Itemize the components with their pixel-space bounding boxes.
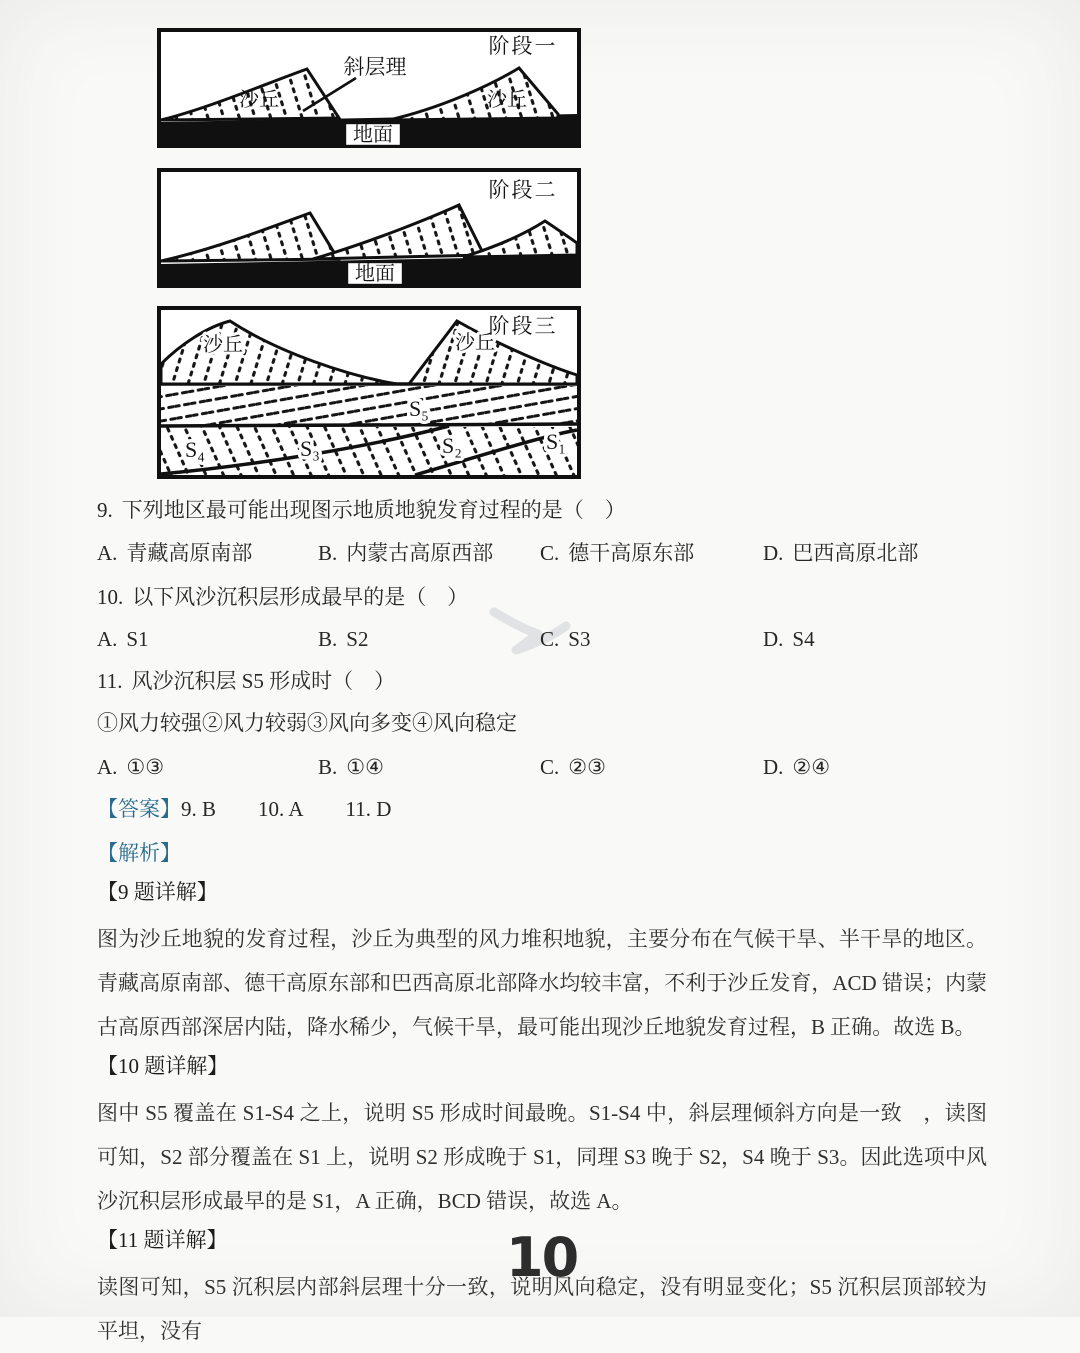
option-d xyxy=(763,752,987,782)
explanation-heading-9: 【9 题详解】 xyxy=(97,880,218,904)
option-label: C. xyxy=(540,755,560,779)
option-text: ①③ xyxy=(126,755,165,779)
dune-label: 沙丘 xyxy=(203,334,243,356)
question-text: 下列地区最可能出现图示地质地貌发育过程的是（ ） xyxy=(121,498,626,522)
dune-label: 沙丘 xyxy=(487,89,527,111)
explanation-body-11: 读图可知，S5 沉积层内部斜层理十分一致，说明风向稳定，没有明显变化；S5 沉积层顶部较为平坦，没有 xyxy=(97,1275,987,1343)
question-block xyxy=(97,486,987,1353)
answer-item: 9. B xyxy=(181,797,217,821)
layer-label-s5: S₅ xyxy=(409,396,429,421)
dune-label: 沙丘 xyxy=(239,89,279,111)
option-text: ②③ xyxy=(568,755,606,779)
question-9-stem xyxy=(97,495,987,525)
option-label: D. xyxy=(763,755,784,779)
layer-label-s2: S₂ xyxy=(442,433,462,458)
option-b xyxy=(318,752,540,782)
question-11-options xyxy=(97,752,987,782)
option-text: S2 xyxy=(346,627,369,651)
stage-label: 阶段一 xyxy=(488,34,558,58)
figure-stage-3 xyxy=(157,306,581,479)
layer-label-s3: S₃ xyxy=(300,436,320,461)
answer-item: 10. A xyxy=(258,797,304,821)
option-label: C. xyxy=(540,541,560,565)
option-label: B. xyxy=(318,755,338,779)
question-11-sub-items: ①风力较强②风力较弱③风向多变④风向稳定 xyxy=(97,711,517,735)
figure-stage-1 xyxy=(157,28,581,148)
option-text: S1 xyxy=(126,627,149,651)
option-d xyxy=(763,624,987,654)
explanation-body-9: 图为沙丘地貌的发育过程，沙丘为典型的风力堆积地貌，主要分布在气候干旱、半干旱的地区。青藏高原南部、德干高原东部和巴西高原北部降水均较丰富，不利于沙丘发育，ACD 错误；内蒙古高原西部深居内陆，降水稀少，气候干旱，最可能出现沙丘地貌发育过程，B 正确。故选 B。 xyxy=(97,927,987,1039)
explanation-heading-10: 【10 题详解】 xyxy=(97,1054,229,1078)
option-a xyxy=(97,752,318,782)
option-text: S3 xyxy=(568,627,591,651)
answer-line xyxy=(97,794,987,824)
explanation-heading-11: 【11 题详解】 xyxy=(97,1228,228,1252)
option-label: B. xyxy=(318,541,338,565)
figure-stage-2 xyxy=(157,168,581,288)
stage-label: 阶段三 xyxy=(488,314,558,338)
layer-s5-band xyxy=(161,386,577,424)
option-text: S4 xyxy=(792,627,815,651)
layer-label-s4: S₄ xyxy=(185,437,205,462)
option-label: D. xyxy=(763,541,784,565)
question-10-stem xyxy=(97,582,987,612)
layer-label-s1: S₁ xyxy=(546,429,566,454)
question-text: 以下风沙沉积层形成最早的是（ ） xyxy=(132,585,469,609)
option-label: A. xyxy=(97,541,118,565)
option-d xyxy=(763,538,987,568)
option-a xyxy=(97,624,318,654)
question-number: 10. xyxy=(97,585,124,609)
question-number: 9. xyxy=(97,498,113,522)
option-text: 内蒙古高原西部 xyxy=(346,541,494,565)
analysis-label: 【解析】 xyxy=(97,841,181,865)
page-number: 10 xyxy=(506,1226,578,1289)
dune-label: 沙丘 xyxy=(455,332,495,354)
option-c xyxy=(540,538,763,568)
ground-label: 地面 xyxy=(353,124,393,146)
stage-label: 阶段二 xyxy=(488,178,558,202)
option-text: ②④ xyxy=(792,755,831,779)
option-label: B. xyxy=(318,627,338,651)
question-10-options xyxy=(97,624,987,654)
answer-item: 11. D xyxy=(345,797,392,821)
option-text: 青藏高原南部 xyxy=(126,541,253,565)
option-c xyxy=(540,624,763,654)
option-text: 巴西高原北部 xyxy=(792,541,919,565)
option-text: ①④ xyxy=(346,755,384,779)
option-label: A. xyxy=(97,627,118,651)
option-b xyxy=(318,624,540,654)
ground-label: 地面 xyxy=(355,263,395,285)
answer-label: 【答案】 xyxy=(97,797,181,821)
cross-bedding-label: 斜层理 xyxy=(343,55,407,79)
question-number: 11. xyxy=(97,669,123,693)
option-a xyxy=(97,538,318,568)
explanation-body-10: 图中 S5 覆盖在 S1-S4 之上，说明 S5 形成时间最晚。S1-S4 中，斜层理倾斜方向是一致 ，读图可知，S2 部分覆盖在 S1 上，说明 S2 形成晚于 S1，同理 S3 晚于 S2，S4 晚于 S3。因此选项中风沙沉积层形成最早的是 S1，A 正确，BCD 错误，故选 A。 xyxy=(97,1101,987,1213)
option-b xyxy=(318,538,540,568)
option-label: C. xyxy=(540,627,560,651)
layer-boundary-line xyxy=(161,424,577,426)
option-label: A. xyxy=(97,755,118,779)
option-c xyxy=(540,752,763,782)
question-9-options xyxy=(97,538,987,568)
option-text: 德干高原东部 xyxy=(568,541,695,565)
question-11-stem xyxy=(97,666,987,696)
option-label: D. xyxy=(763,627,784,651)
question-text: 风沙沉积层 S5 形成时（ ） xyxy=(131,669,396,693)
